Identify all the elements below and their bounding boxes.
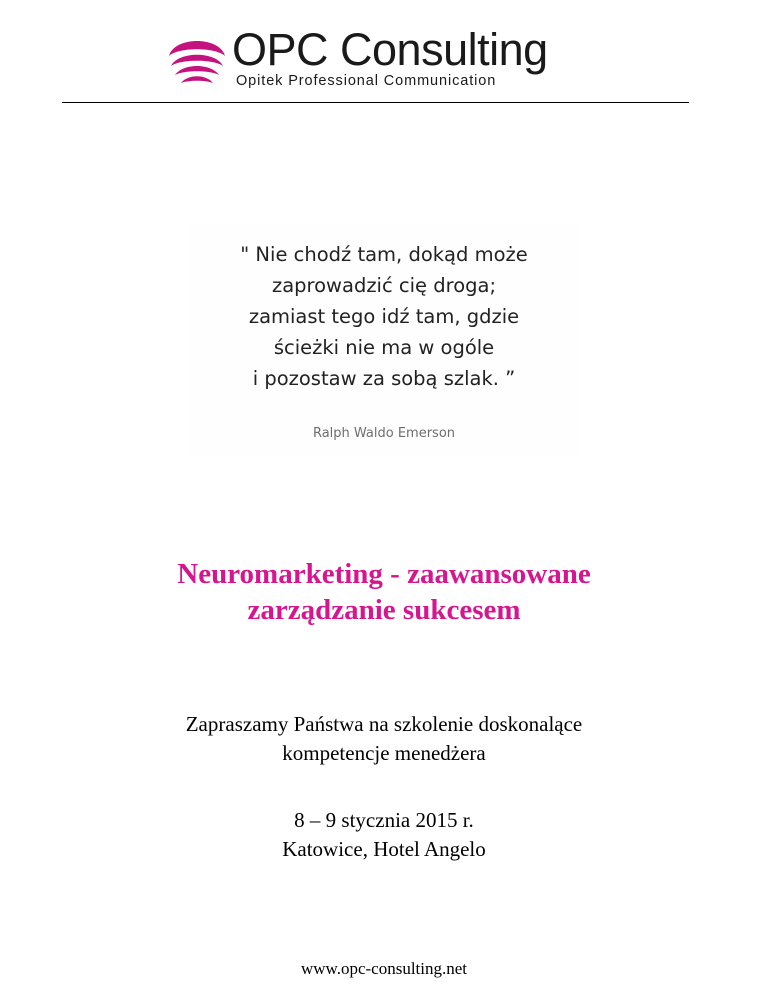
logo-icon — [166, 30, 228, 88]
header — [0, 0, 768, 105]
quote-line: " Nie chodź tam, dokąd może — [240, 243, 528, 266]
invitation-line: kompetencje menedżera — [282, 741, 486, 765]
invitation-text — [0, 710, 768, 768]
invitation-line: Zapraszamy Państwa na szkolenie doskonalące — [185, 712, 583, 736]
quote-line: zamiast tego idź tam, gdzie — [248, 305, 520, 328]
quote-line: ścieżki nie ma w ogóle — [273, 336, 495, 359]
header-divider — [62, 102, 689, 103]
quote-line: i pozostaw za sobą szlak. ” — [252, 367, 516, 390]
website-link[interactable]: www.opc-consulting.net — [300, 959, 468, 978]
title-line: Neuromarketing - zaawansowane — [177, 558, 591, 590]
quote-image — [190, 225, 578, 457]
logo-title: OPC Consulting — [232, 24, 548, 75]
title-line: zarządzanie sukcesem — [247, 594, 521, 626]
event-location: Katowice, Hotel Angelo — [282, 837, 486, 861]
event-details — [0, 806, 768, 864]
quote-text — [190, 239, 578, 394]
event-date: 8 – 9 stycznia 2015 r. — [294, 808, 474, 832]
quote-line: zaprowadzić cię droga; — [271, 274, 497, 297]
quote-author: Ralph Waldo Emerson — [312, 426, 456, 441]
logo-subtitle: Opitek Professional Communication — [236, 73, 497, 89]
page-title — [0, 556, 768, 628]
